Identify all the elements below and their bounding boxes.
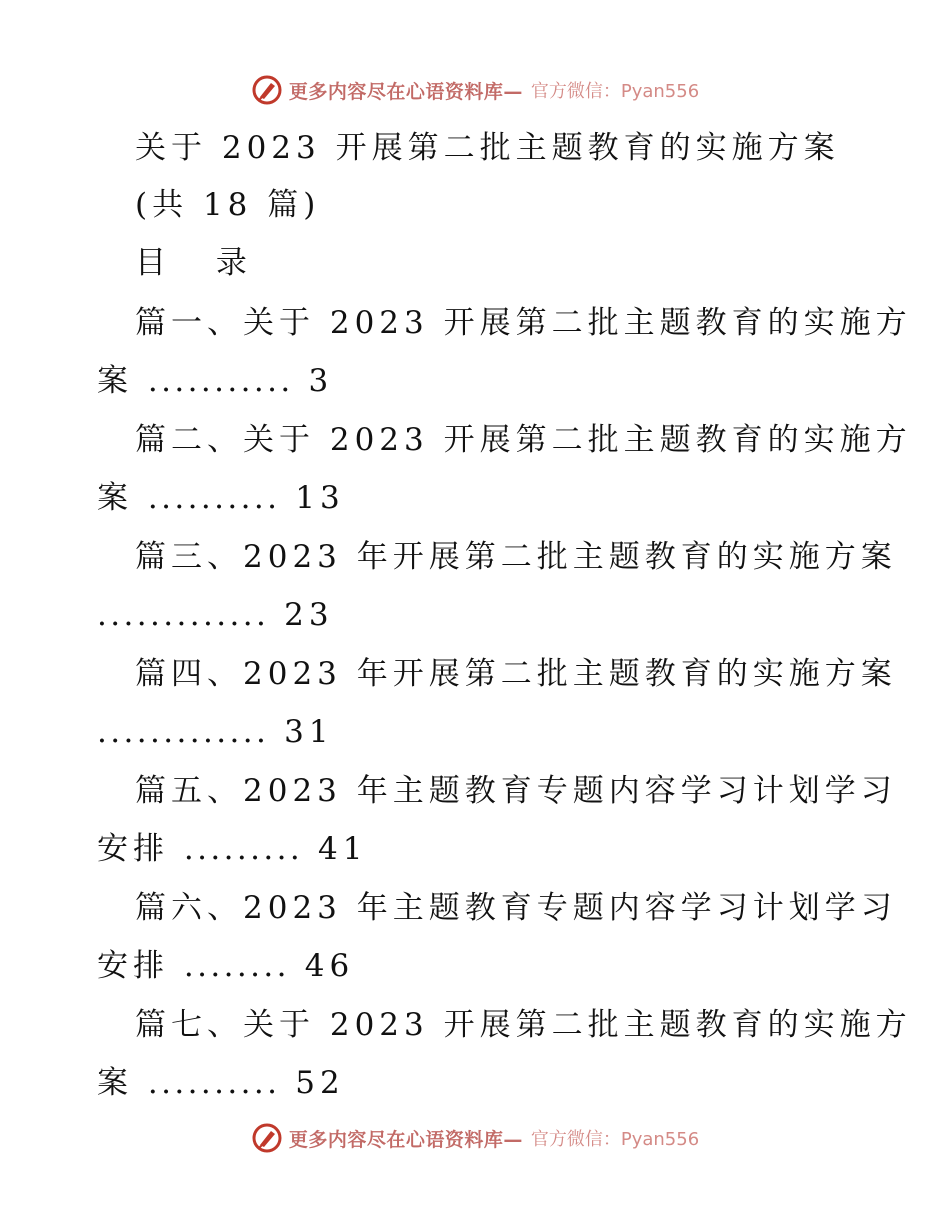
toc-leader-dots: ............. bbox=[97, 714, 270, 750]
toc-entry-cont-text: 案 bbox=[97, 363, 133, 399]
toc-page-number: 23 bbox=[284, 597, 334, 633]
toc-page-number: 46 bbox=[304, 948, 355, 984]
banner-text: 更多内容尽在心语资料库— bbox=[288, 1128, 523, 1151]
toc-entry-label[interactable]: 篇二、关于 2023 开展第二批主题教育的实施方 bbox=[135, 422, 912, 458]
toc-entry-continuation[interactable] bbox=[97, 361, 333, 401]
toc-entry-label[interactable]: 篇一、关于 2023 开展第二批主题教育的实施方 bbox=[135, 305, 912, 341]
document-subtitle: (共 18 篇) bbox=[135, 187, 321, 223]
toc-leader-dots: ........... bbox=[147, 363, 294, 399]
toc-entry-continuation[interactable] bbox=[97, 478, 345, 518]
toc-page-number: 3 bbox=[308, 363, 334, 399]
toc-entry-continuation[interactable] bbox=[97, 829, 367, 869]
toc-leader-dots: ......... bbox=[183, 831, 304, 867]
toc-leader-dots: .......... bbox=[147, 1065, 281, 1101]
footer-banner bbox=[0, 1122, 950, 1154]
toc-entry-label[interactable]: 篇六、2023 年主题教育专题内容学习计划学习 bbox=[135, 890, 897, 926]
banner-wechat: 官方微信：Pyan556 bbox=[530, 81, 700, 102]
toc-leader-dots: ............. bbox=[97, 597, 270, 633]
document-title: 关于 2023 开展第二批主题教育的实施方案 bbox=[135, 130, 840, 166]
toc-entry-cont-text: 安排 bbox=[97, 831, 169, 867]
toc-entry-continuation[interactable] bbox=[97, 1063, 345, 1103]
toc-heading: 目 录 bbox=[135, 245, 267, 281]
toc-page-number: 13 bbox=[295, 480, 345, 516]
quill-logo-icon bbox=[251, 1122, 283, 1154]
toc-page-number: 31 bbox=[284, 714, 334, 750]
toc-page-number: 41 bbox=[318, 831, 368, 867]
toc-entry-cont-text: 安排 bbox=[97, 948, 169, 984]
toc-entry-continuation[interactable] bbox=[97, 946, 354, 986]
banner-wechat: 官方微信：Pyan556 bbox=[530, 1129, 700, 1150]
toc-entry-label[interactable]: 篇五、2023 年主题教育专题内容学习计划学习 bbox=[135, 773, 897, 809]
toc-entry-continuation[interactable] bbox=[97, 595, 334, 635]
banner-text: 更多内容尽在心语资料库— bbox=[288, 80, 523, 103]
toc-page-number: 52 bbox=[295, 1065, 345, 1101]
toc-entry-cont-text: 案 bbox=[97, 1065, 133, 1101]
quill-logo-icon bbox=[251, 74, 283, 106]
toc-entry-label[interactable]: 篇四、2023 年开展第二批主题教育的实施方案 bbox=[135, 656, 897, 692]
toc-entry-label[interactable]: 篇三、2023 年开展第二批主题教育的实施方案 bbox=[135, 539, 897, 575]
header-banner bbox=[0, 74, 950, 106]
toc-entry-cont-text: 案 bbox=[97, 480, 133, 516]
toc-entry-continuation[interactable] bbox=[97, 712, 334, 752]
toc-entry-label[interactable]: 篇七、关于 2023 开展第二批主题教育的实施方 bbox=[135, 1007, 912, 1043]
toc-leader-dots: .......... bbox=[147, 480, 281, 516]
toc-leader-dots: ........ bbox=[183, 948, 290, 984]
